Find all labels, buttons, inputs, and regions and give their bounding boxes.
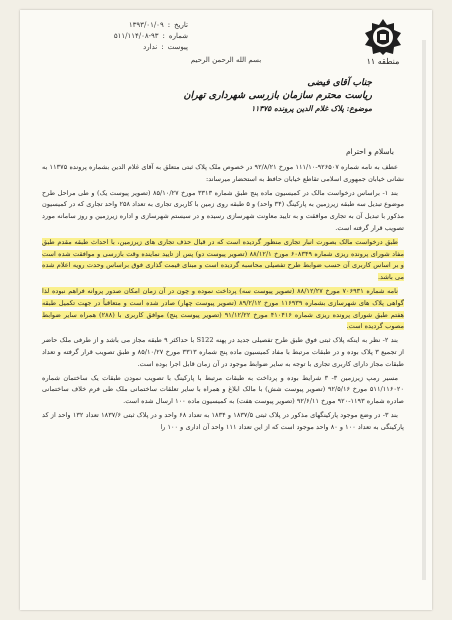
- number-label: شماره: [168, 32, 188, 40]
- number-value: ۵۱۱/۱۱۴/۰۸-۹۳: [113, 32, 159, 40]
- recipient-title: ریاست محترم سازمان بازرسی شهرداری تهران: [183, 90, 372, 101]
- recipient-block: [152, 78, 372, 113]
- number-row: شماره : ۵۱۱/۱۱۴/۰۸-۹۳: [113, 32, 188, 40]
- paragraph-3: مسیر رمپ زیرزمین ۳- ۳ شرایط بوده و پرداخت به طبقات مرتبط با پارکینگ با تصویب نمودن طبقات یک ساختمان شماره ۵۱۱/۱۱۶۰۲۰ مورخ ۹۲/۵/۱۶ (تصویر پیوست شش) با مالک ابلاغ و همراه با سایر تعلقات ساختمانی ملک طی فرم خلاف ساختمانی صادره شماره ۱۱۹۳-۹۲۰ مورخ ۹۲/۶/۱۱ (تصویر پیوست هفت) به کمیسیون ماده ۱۰۰ ارسال شده است.: [42, 373, 404, 406]
- tehran-municipality-emblem-icon: [364, 18, 402, 56]
- region-label: منطقه ۱۱: [366, 57, 400, 66]
- letter-body: [42, 162, 404, 436]
- highlight: طبق درخواست مالک بصورت انبار تجاری منظور گردیده است که در قبال حذف تجاری های زیرزمین، با احداث طبقه مقدم طبق مفاد شورای پرونده ریزی شماره ۶۰۸۳۴۹ مورخ ۸۸/۱۲/۱ (تصویر پیوست دو) پس از تایید نماینده وقت بازرسی و موافقت شده است و بر اساس کاربری آن حسب ضوابط طرح تفصیلی محاسبه گردیده است و مبنای قیمت گذاری فوق براساس وحدت رویه اعلام شده می باشد.: [42, 237, 404, 282]
- letter-page: [20, 10, 432, 610]
- paragraph-2: بند ۲- نظر به اینکه پلاک ثبتی فوق طبق طرح تفصیلی جدید در پهنه S122 با حداکثر ۹ طبقه مجاز می باشد و از طرفی ملک حاضر از تجمیع ۳ پلاک بوده و در طبقات مرتبط با مفاد کمیسیون ماده پنج شماره ۳۳۱۳ مورخ ۸۵/۱۰/۲۷ و طبق تصویب قرار گرفته و تعداد طبقات مجاز دارای کاربری تجاری با توجه به سایر ضوابط موجود در آن زمان قابل اجرا بوده است.: [42, 336, 404, 368]
- greeting: باسلام و احترام: [345, 147, 394, 156]
- attachment-value: ندارد: [143, 43, 158, 51]
- letter-subject: موضوع: پلاک غلام الدین پرونده ۱۱۳۷۵: [251, 104, 372, 113]
- highlight: نامه شماره ۷۰۶۹۳۱ مورخ ۸۸/۱۲/۲۷ (تصویر پیوست سه) پرداخت نموده و چون در آن زمان امکان صدور پروانه فراهم نبوده لذا گواهی پلاک های شهرسازی بشماره ۱۱۶۹۳۹ مورخ ۸۹/۲/۱۲ (تصویر پیوست چهار) صادر شده است و متعاقباً در جهت تکمیل طبقه هفتم طبق شورای پرونده ریزی شماره ۴۱۰۴۱۶ مورخ ۹۱/۱۲/۲۲ (تصویر پیوست پنج) موافق کاربری با (۲۸۸) همراه سایر ضوابط مصوب گردیده است.: [42, 286, 405, 331]
- letter-meta: [38, 20, 188, 53]
- recipient-name: جناب آقای فیضی: [307, 78, 372, 88]
- paragraph-highlighted-1: [42, 237, 404, 284]
- date-value: ۱۳۹۳/۰۱/۰۹: [128, 21, 164, 29]
- date-row: تاریخ : ۱۳۹۳/۰۱/۰۹: [128, 21, 188, 29]
- attachment-label: پیوست: [167, 43, 188, 51]
- paragraph-4: بند ۳- در وضع موجود پارکینگهای مذکور در پلاک ثبتی ۱۸۳۷/۵ و ۱۸۳۴ به تعداد ۶۸ واحد و در پلاک ثبتی ۱۸۳۷/۶ تعداد ۱۳۲ واحد از کد پارکینگی به تعداد ۱۰۰ و ۸۰ واحد موجود است که از این تعداد ۱۱۱ واحد آن اداری و ۱۰۰ را: [42, 410, 404, 431]
- paragraph-1: بند ۱- براساس درخواست مالک در کمیسیون ماده پنج طبق شماره ۳۳۱۳ مورخ ۸۵/۱۰/۲۷ (تصویر پیوست یک) و طی مراحل طرح موضوع تبدیل سه طبقه زیرزمین به پارکینگ (۳۴ واحد) و ۵ طبقه روی زمین با کاربری تجاری به تعداد ۲۵۸ واحد تجاری که در کمیسیون مذکور با تبدیل آن به تجاری موافقت و به تایید معاونت شهرسازی رسیده و در سیستم شهرسازی و اداره زیرزمین و روز سامانه مورد تصویب قرار گرفته است.: [42, 188, 404, 232]
- bismillah: بسم الله الرحمن الرحیم: [190, 56, 262, 64]
- attachment-row: پیوست : ندارد: [143, 43, 188, 51]
- paragraph-intro: عطف به نامه شماره ۹۲۶۵۰۷-۱۱۱/۱۰ مورخ ۹۲/۸/۲۱ در خصوص ملک پلاک ثبتی متعلق به آقای غلام الدین بشماره پرونده ۱۱۳۷۵ به نشانی خیابان جمهوری اسلامی تقاطع خیابان حافظ به استحضار میرساند:: [42, 163, 404, 183]
- date-label: تاریخ: [174, 21, 188, 29]
- paragraph-highlighted-2: [42, 286, 404, 333]
